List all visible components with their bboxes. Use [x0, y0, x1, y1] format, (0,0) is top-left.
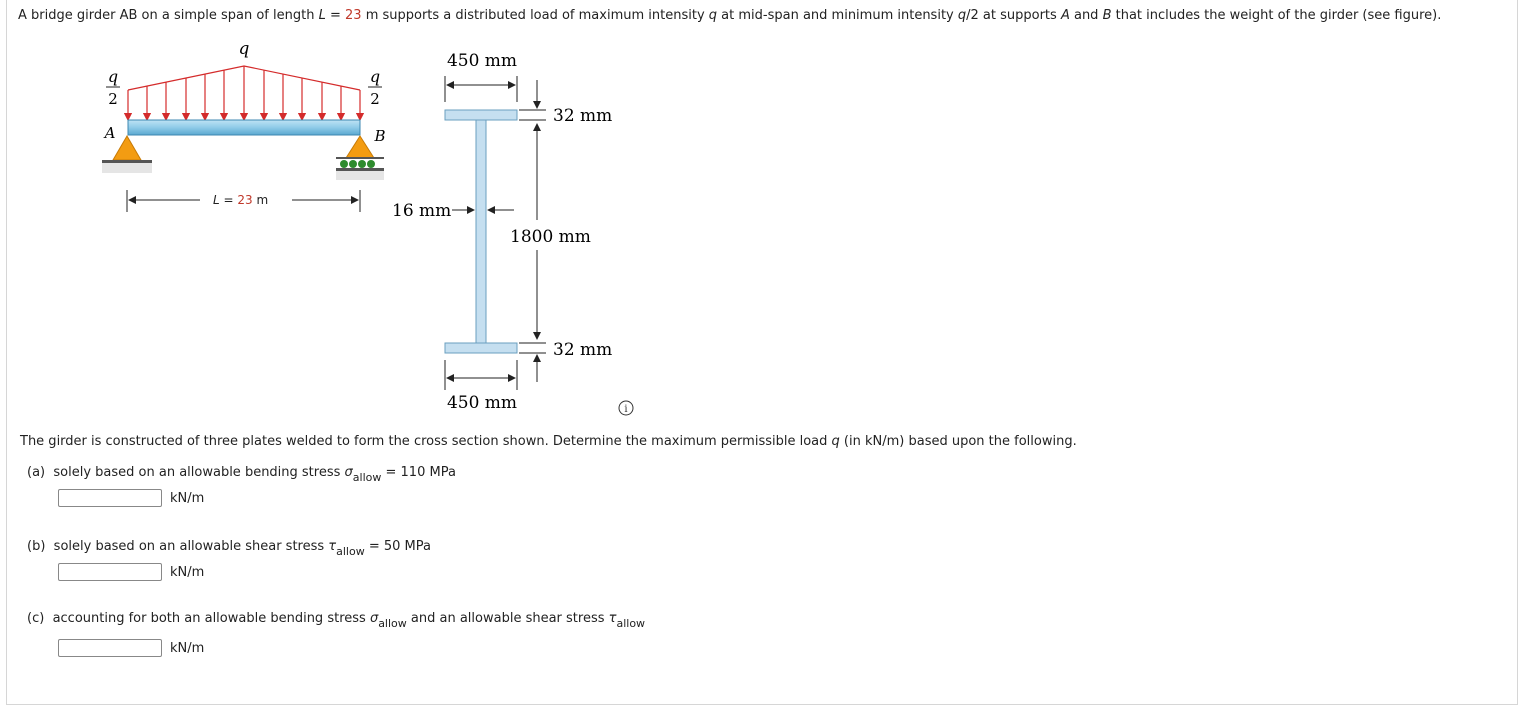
part-b-answer-input[interactable]	[58, 563, 162, 581]
dim-bottom-flange-thickness	[519, 343, 546, 382]
part-c-answer-input[interactable]	[58, 639, 162, 657]
dim-top-flange-width	[445, 76, 517, 102]
part-c-question: (c) accounting for both an allowable bending stress $\sigma_{allow}$ and an allowable shear stress $\tau_{allow}$	[27, 611, 646, 630]
part-a-answer-input[interactable]	[58, 489, 162, 507]
dim-top-flange-thickness	[519, 80, 546, 120]
part-b-unit: kN/m	[170, 565, 205, 580]
problem-prompt: The girder is constructed of three plates welded to form the cross section shown. Determine the maximum permissible load q (in kN/m) based upon the following.	[20, 434, 1077, 449]
label-web-thickness: 16 mm	[392, 201, 452, 221]
svg-text:2: 2	[108, 90, 118, 108]
part-a-question: (a) solely based on an allowable bending stress $\sigma_{allow} = 110$ MPa	[27, 465, 456, 484]
girder-beam	[128, 120, 360, 135]
info-icon[interactable]	[619, 401, 633, 415]
distributed-load	[128, 66, 360, 120]
support-a-label: A	[104, 124, 116, 142]
problem-intro: A bridge girder AB on a simple span of length L = 23 m supports a distributed load of maximum intensity q at mid-span and minimum intensity q/2 at supports A and B that includes the weight of the girder (see figure).	[18, 8, 1442, 23]
load-label-half-q-left	[106, 67, 120, 108]
i-beam-cross-section	[445, 110, 517, 353]
svg-text:q: q	[369, 67, 381, 86]
svg-text:q: q	[107, 67, 119, 86]
part-c-unit: kN/m	[170, 641, 205, 656]
part-b-question: (b) solely based on an allowable shear stress $\tau_{allow} = 50$ MPa	[27, 539, 431, 558]
label-top-flange-width: 450 mm	[446, 51, 518, 71]
load-label-q: q	[238, 39, 250, 59]
label-bottom-flange-thickness: 32 mm	[553, 340, 613, 360]
svg-text:2: 2	[370, 90, 380, 108]
load-label-half-q-right	[368, 67, 382, 108]
span-label: L = 23 m	[213, 193, 269, 207]
label-web-height: 1800 mm	[510, 227, 591, 247]
svg-text:i: i	[624, 404, 628, 415]
part-a-unit: kN/m	[170, 491, 205, 506]
label-top-flange-thickness: 32 mm	[553, 106, 613, 126]
support-b-label: B	[374, 127, 386, 145]
label-bottom-flange-width: 450 mm	[446, 393, 518, 413]
dim-bottom-flange-width	[445, 360, 517, 390]
